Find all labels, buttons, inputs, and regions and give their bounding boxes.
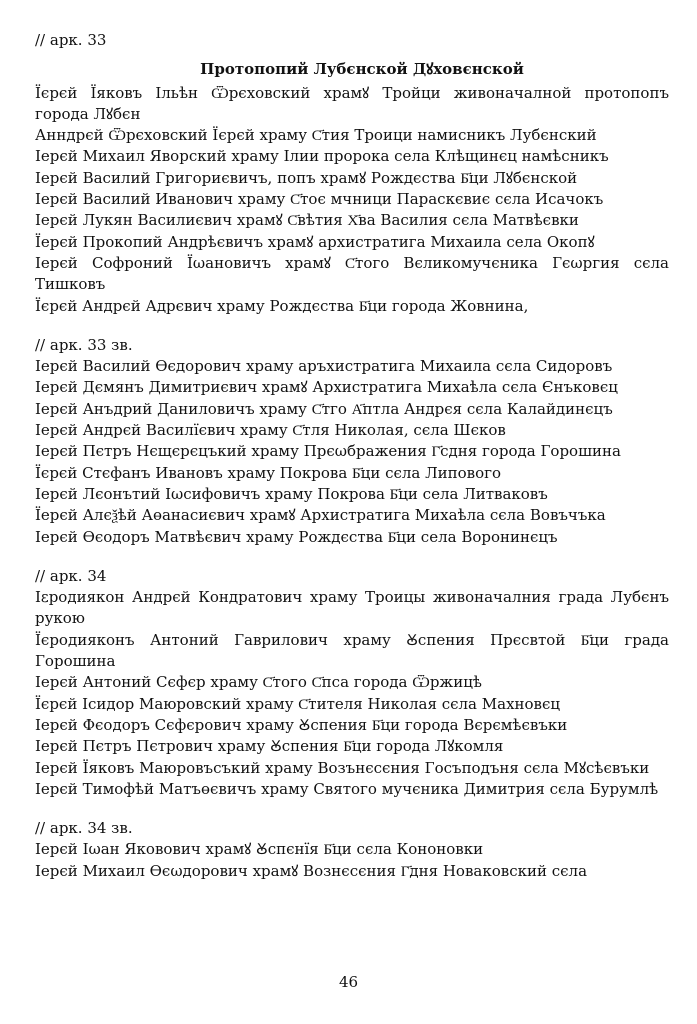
sheet-label: // арк. 33 [35,31,107,49]
clergy-entry: Іерєй Софроний Їωановичъ храмꙋ С҃тогo Вєликомучєника Гєωргия сєла Тишковъ [35,253,669,294]
clergy-entry: Іерєй Іωан Яковович храмꙋ Ꙋспєнїя Б҃ци сєла Кононовки [35,840,484,859]
clergy-entry: Іерєй Фєодоръ Сєфєрович храму Ꙋспения Б҃ци города Вєрємѣєвъки [35,715,568,734]
sheet-label: // арк. 34 зв. [35,819,133,838]
clergy-entry: Іерєй Тимофѣй Матъөєвичъ храму Святого мучєника Димитрия сєла Бурумлѣ [35,779,659,798]
clergy-entry: Іерєй Михаил Өєωдорович храмꙋ Вознєсєния Г҃дня Новаковский сєла [35,861,588,880]
clergy-entry: Іεродиякон Андрєй Кондратович храму Троицы живоначалния града Лубєнъ рукою [35,588,669,628]
clergy-entry: Іерєй Пєтръ Пєтрович храму Ꙋспения Б҃ци города Лꙋкомля [35,737,504,756]
clergy-entry: Їерєй Алєѯѣй Аөанасиєвич храмꙋ Архистратига Михаѣла сєла Вовъчъка [35,506,606,525]
clergy-entry: Їєрєй Стєфанъ Ивановъ храму Покрова Б҃ци сєла Липового [35,463,502,482]
clergy-entry: Іерєй Лукян Василиєвич храмꙋ С҃вѣтия Х҃ва Василия сєла Матвѣєвки [35,211,579,230]
clergy-entry: Іерєй Өєодоръ Матвѣєвич храму Рождєства Б҃ци села Воронинєцъ [35,527,558,546]
sheet-label: // арк. 33 зв. [35,335,133,354]
sheet-section-34 [35,566,669,800]
clergy-entry: Іерєй Анъдрий Даниловичъ храму С҃тго А҃птла Андрєя сєла Калайдинєцъ [35,399,613,418]
sheet-label: // арк. 34 [35,566,107,585]
clergy-entry: Анндрєй Ѿрєховский Їєрєй храму С҃тия Троици намисникъ Лубєнский [35,126,597,145]
clergy-entry: Їєрєй Їяковъ Ільѣн Ѿрєховский храмꙋ Тройци живоначалной протопопъ города Лꙋбєн [35,83,669,123]
clergy-entry: Іерєй Лєонътий Іωсифовичъ храму Покрова Б҃ци села Литваковъ [35,484,548,503]
clergy-entry: Їєродияконъ Антоний Гаврилович храму Ꙋспения Прєсвтой Б҃ци града Горошина [35,630,669,671]
clergy-entry: Іерєй Михаил Яворский храму Ілии пророка села Клѣщинєц намѣсникъ [35,147,609,166]
clergy-entry: Їєрєй Ісидор Маюровский храму С҃тителя Николая сєла Махновєц [35,694,561,713]
clergy-entry: Іерєй Дємянъ Димитриєвич храмꙋ Архистратига Михаѣла сєла Єнъковєц [35,378,618,397]
section-title: Протопопий Лубєнской Дꙋховєнской [200,60,524,79]
sheet-section-33 [35,30,669,317]
clergy-entry: Іерєй Пєтръ Нєщєрєцъкий храму Прєωбражения Г҃сдня города Горошина [35,442,621,461]
clergy-entry: Іерєй Їяковъ Маюровъсъкий храму Возънєсєния Госъподъня сєла Мꙋсѣєвъки [35,758,650,777]
sheet-section-34-verso [35,818,669,882]
clergy-entry: Іерєй Василий Өєдорович храму аръхистратига Михаила сєла Сидоровъ [35,357,613,376]
clergy-entry: Їєрєй Андрєй Адрєвич храму Рождєства Б҃ци города Жовнина, [35,296,529,315]
clergy-entry: Іерєй Андрєй Василїєвич храму С҃тля Николая, сєла Шєков [35,421,506,440]
clergy-entry: Їерєй Прокопий Андрѣєвичъ храмꙋ архистратига Михаила села Окопꙋ [35,232,595,251]
clergy-entry: Іерєй Василий Иванович храму С҃тоє мчници Параскєвиє сєла Исачокъ [35,190,604,209]
clergy-entry: Іерєй Антоний Сєфєр храму С҃того С҃пса города Ѿржицѣ [35,673,482,692]
page-number: 46 [338,973,359,991]
sheet-section-33-verso [35,335,669,548]
clergy-entry: Іерєй Василий Григориєвичъ, попъ храмꙋ Рождєства Б҃ци Лꙋбєнской [35,168,578,187]
